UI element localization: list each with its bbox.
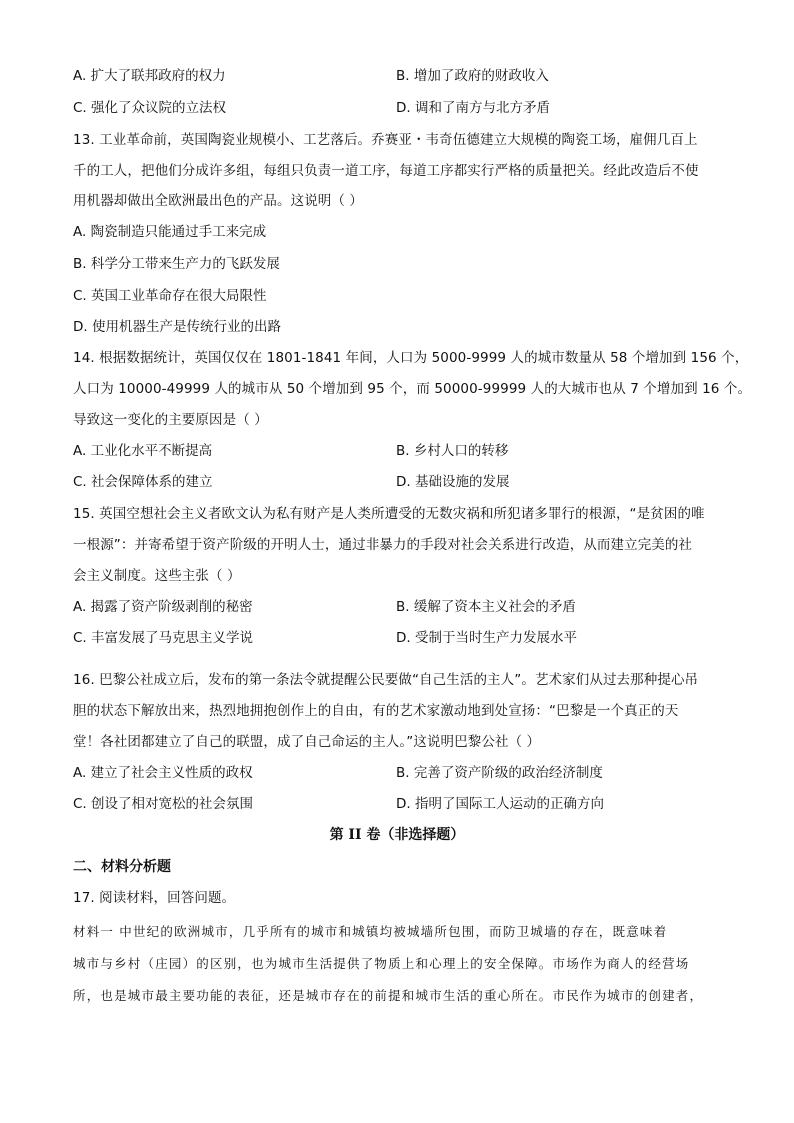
q14-option-d: D. 基础设施的发展 — [396, 474, 510, 490]
q16-stem-line-3: 堂！各社团都建立了自己的联盟，成了自己命运的主人。”这说明巴黎公社（ ） — [73, 734, 541, 750]
q13-option-b: B. 科学分工带来生产力的飞跃发展 — [73, 256, 280, 272]
q15-option-d: D. 受制于当时生产力发展水平 — [396, 630, 577, 646]
q14-stem-line-3: 导致这一变化的主要原因是（ ） — [73, 412, 268, 428]
volume-title: 第 II 卷（非选择题） — [329, 827, 465, 843]
q17-stem: 17. 阅读材料，回答问题。 — [73, 890, 236, 906]
q13-stem-line-3: 用机器却做出全欧洲最出色的产品。这说明（ ） — [73, 193, 363, 209]
q16-stem-line-2: 胆的状态下解放出来，热烈地拥抱创作上的自由，有的艺术家激动地到处宣扬：“巴黎是一个真正的天 — [73, 703, 679, 719]
q12-option-a: A. 扩大了联邦政府的权力 — [73, 68, 226, 84]
q16-stem-line-1: 16. 巴黎公社成立后，发布的第一条法令就提醒公民要做“自己生活的主人”。艺术家们从过去那种提心吊 — [73, 672, 699, 688]
part-title: 二、材料分析题 — [73, 859, 171, 875]
q16-option-a: A. 建立了社会主义性质的政权 — [73, 765, 253, 781]
q13-option-d: D. 使用机器生产是传统行业的出路 — [73, 319, 281, 335]
q12-option-c: C. 强化了众议院的立法权 — [73, 100, 227, 116]
q17-material-line-2: 城市与乡村（庄园）的区别，也为城市生活提供了物质上和心理上的安全保障。市场作为商人的经营场 — [73, 956, 690, 971]
q15-option-b: B. 缓解了资本主义社会的矛盾 — [396, 599, 576, 615]
q16-option-d: D. 指明了国际工人运动的正确方向 — [396, 796, 604, 812]
q17-material-line-1: 材料一 中世纪的欧洲城市，几乎所有的城市和城镇均被城墙所包围，而防卫城墙的存在，既意味着 — [73, 924, 668, 939]
q17-material-line-3: 所，也是城市最主要功能的表征，还是城市存在的前提和城市生活的重心所在。市民作为城市的创建者， — [73, 988, 704, 1003]
q15-option-a: A. 揭露了资产阶级剥削的秘密 — [73, 599, 253, 615]
q16-option-b: B. 完善了资产阶级的政治经济制度 — [396, 765, 603, 781]
q14-option-b: B. 乡村人口的转移 — [396, 443, 509, 459]
q13-option-c: C. 英国工业革命存在很大局限性 — [73, 288, 267, 304]
q15-stem-line-3: 会主义制度。这些主张（ ） — [73, 568, 241, 584]
q16-option-c: C. 创设了相对宽松的社会氛围 — [73, 796, 254, 812]
q14-stem-line-2: 人口为 10000-49999 人的城市从 50 个增加到 95 个，而 50000-99999 人的大城市也从 7 个增加到 16 个。 — [73, 381, 752, 397]
q13-option-a: A. 陶瓷制造只能通过手工来完成 — [73, 224, 267, 240]
q13-stem-line-1: 13. 工业革命前，英国陶瓷业规模小、工艺落后。乔赛亚・韦奇伍德建立大规模的陶瓷工场，雇佣几百上 — [73, 132, 698, 148]
q12-option-b: B. 增加了政府的财政收入 — [396, 68, 549, 84]
q15-option-c: C. 丰富发展了马克思主义学说 — [73, 630, 254, 646]
q14-stem-line-1: 14. 根据数据统计，英国仅仅在 1801-1841 年间，人口为 5000-9999 人的城市数量从 58 个增加到 156 个， — [73, 350, 749, 366]
q13-stem-line-2: 千的工人，把他们分成许多组，每组只负责一道工序，每道工序都实行严格的质量把关。经此改造后不使 — [73, 163, 699, 179]
q15-stem-line-2: 一根源”：并寄希望于资产阶级的开明人士，通过非暴力的手段对社会关系进行改造，从而建立完美的社 — [73, 537, 693, 553]
q15-stem-line-1: 15. 英国空想社会主义者欧文认为私有财产是人类所遭受的无数灾祸和所犯诸多罪行的根源，“是贫困的唯 — [73, 506, 705, 522]
q12-option-d: D. 调和了南方与北方矛盾 — [396, 100, 550, 116]
q14-option-c: C. 社会保障体系的建立 — [73, 474, 213, 490]
q14-option-a: A. 工业化水平不断提高 — [73, 443, 213, 459]
